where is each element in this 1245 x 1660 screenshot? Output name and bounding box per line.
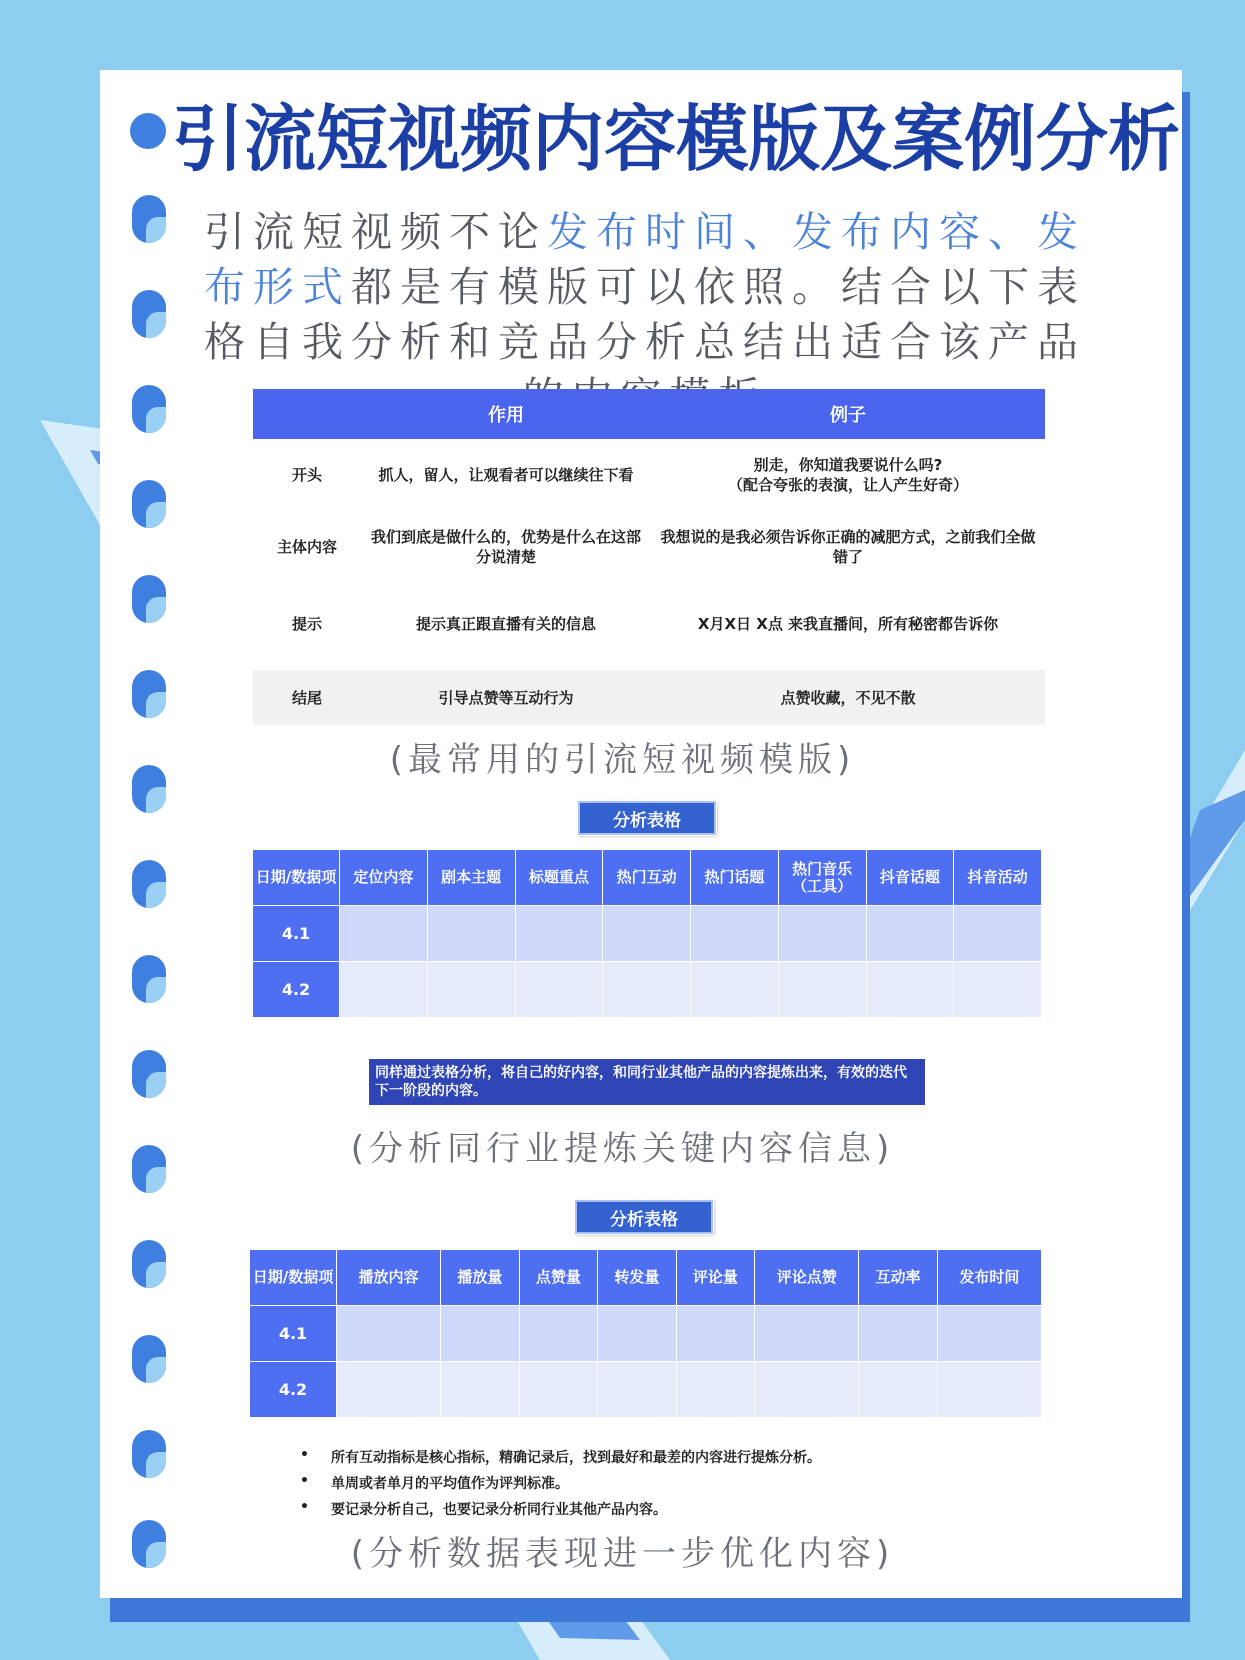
bullet-list [300,1447,821,1525]
table-cell[interactable] [337,1306,441,1362]
row-date: 4.1 [253,906,340,962]
row-date: 4.2 [253,962,340,1018]
header-cell: 作用 [488,405,524,426]
list-item-text: 要记录分析自己，也要记录分析同行业其他产品内容。 [331,1502,667,1518]
table-cell[interactable] [859,1306,938,1362]
row-label: 开头 [291,466,322,484]
row-purpose: 引导点赞等互动行为 [438,688,574,707]
header-cell: 转发量 [598,1250,677,1306]
header-cell: 发布时间 [937,1250,1041,1306]
header-cell: 抖音活动 [954,850,1042,906]
table-cell[interactable] [441,1362,520,1418]
table-cell[interactable] [519,1362,598,1418]
table-cell[interactable] [866,962,954,1018]
binder-ring-icon [132,480,166,528]
table-tag-content: 分析表格 [578,801,716,835]
table-cell[interactable] [866,906,954,962]
content-analysis-table [252,849,1042,1018]
table-cell[interactable] [778,906,866,962]
table-cell[interactable] [676,1362,755,1418]
binder-ring-icon [132,385,166,433]
header-cell: 日期/数据项 [250,1250,337,1306]
table-cell[interactable] [859,1362,938,1418]
table-cell[interactable] [598,1362,677,1418]
table-cell[interactable] [519,1306,598,1362]
row-label: 提示 [291,615,322,633]
table-cell[interactable] [340,962,428,1018]
row-date: 4.2 [250,1362,337,1418]
header-cell: 播放量 [441,1250,520,1306]
title-bullet-icon [130,113,166,149]
caption-competitor: (分析同行业提炼关键内容信息) [350,1129,895,1169]
binder-ring-icon [132,1430,166,1478]
table-row [253,962,1042,1018]
table-cell[interactable] [515,962,603,1018]
table-cell[interactable] [691,962,779,1018]
row-example: 点赞收藏，不见不散 [780,688,916,707]
bullet-icon: • [300,1473,309,1489]
table-cell[interactable] [598,1306,677,1362]
table-cell[interactable] [778,962,866,1018]
data-analysis-table [249,1249,1042,1418]
table-cell[interactable] [755,1306,859,1362]
row-label: 主体内容 [276,538,337,556]
header-cell: 标题重点 [515,850,603,906]
table-row [250,1362,1042,1418]
table-header-row [253,850,1042,906]
list-item-text: 单周或者单月的平均值作为评判标准。 [331,1476,569,1492]
table-cell[interactable] [340,906,428,962]
table-cell[interactable] [676,1306,755,1362]
row-purpose: 提示真正跟直播有关的信息 [415,615,596,633]
binder-ring-icon [132,955,166,1003]
binder-ring-icon [132,1335,166,1383]
binder-ring-icon [132,575,166,623]
table-cell[interactable] [954,962,1042,1018]
bullet-icon: • [300,1447,309,1463]
table-cell[interactable] [691,906,779,962]
table-cell[interactable] [427,906,515,962]
page-title: 引流短视频内容模版及案例分析 [172,97,1181,181]
header-cell: 定位内容 [340,850,428,906]
caption-data: (分析数据表现进一步优化内容) [350,1534,895,1574]
table-cell[interactable] [603,962,691,1018]
table-cell[interactable] [755,1362,859,1418]
table-cell[interactable] [937,1362,1041,1418]
header-cell: 例子 [830,405,866,426]
header-cell: 热门话题 [691,850,779,906]
table-cell[interactable] [937,1306,1041,1362]
table-row [250,1306,1042,1362]
header-cell [253,389,361,439]
table-header-row [250,1250,1042,1306]
intro-part2: 都是有模版可以依照。结合以下表格自我分析和竞品分析总结出适合该产品 [204,263,1086,366]
header-cell: 播放内容 [337,1250,441,1306]
header-cell: 热门音乐 （工具） [778,850,866,906]
table-row [253,583,1045,665]
header-cell: 日期/数据项 [253,850,340,906]
header-cell: 评论点赞 [755,1250,859,1306]
row-purpose: 我们到底是做什么的，优势是什么在这部分说清楚 [370,528,641,566]
row-purpose: 抓人，留人，让观看者可以继续往下看 [378,466,634,484]
binder-ring-icon [132,195,166,243]
header-cell: 点赞量 [519,1250,598,1306]
table-cell[interactable] [954,906,1042,962]
table-tag-data: 分析表格 [575,1200,713,1234]
table-row [253,511,1045,583]
table-cell[interactable] [515,906,603,962]
note-box: 同样通过表格分析，将自己的好内容，和同行业其他产品的内容提炼出来，有效的迭代下一阶段的内容。 [369,1059,925,1105]
intro-highlight: 发布时间、发布内容、发布形式 [204,208,1086,311]
row-label: 结尾 [291,688,322,707]
list-item-text: 所有互动指标是核心指标，精确记录后，找到最好和最差的内容进行提炼分析。 [331,1450,821,1466]
template-table-header [253,389,1045,439]
table-row [253,906,1042,962]
binder-ring-icon [132,1240,166,1288]
header-cell: 热门互动 [603,850,691,906]
row-date: 4.1 [250,1306,337,1362]
binder-ring-icon [132,1050,166,1098]
bullet-icon: • [300,1499,309,1515]
row-example: X月X日 X点 来我直播间，所有秘密都告诉你 [697,615,999,633]
table-row [253,439,1045,511]
table-cell[interactable] [427,962,515,1018]
caption-template: (最常用的引流短视频模版) [389,740,856,780]
binder-ring-icon [132,860,166,908]
list-item [300,1499,821,1525]
header-cell: 互动率 [859,1250,938,1306]
binder-ring-icon [132,670,166,718]
table-cell[interactable] [337,1362,441,1418]
table-cell[interactable] [603,906,691,962]
header-cell: 抖音话题 [866,850,954,906]
binder-ring-icon [132,290,166,338]
intro-part1: 引流短视频不论 [204,208,547,256]
row-example: 我想说的是我必须告诉你正确的减肥方式，之前我们全做错了 [660,528,1036,566]
header-cell: 剧本主题 [427,850,515,906]
template-table [253,389,1045,725]
row-example: 别走，你知道我要说什么吗? （配合夸张的表演，让人产生好奇） [727,456,968,494]
table-row [253,670,1045,725]
list-item [300,1447,821,1473]
header-cell: 评论量 [676,1250,755,1306]
table-cell[interactable] [441,1306,520,1362]
list-item [300,1473,821,1499]
